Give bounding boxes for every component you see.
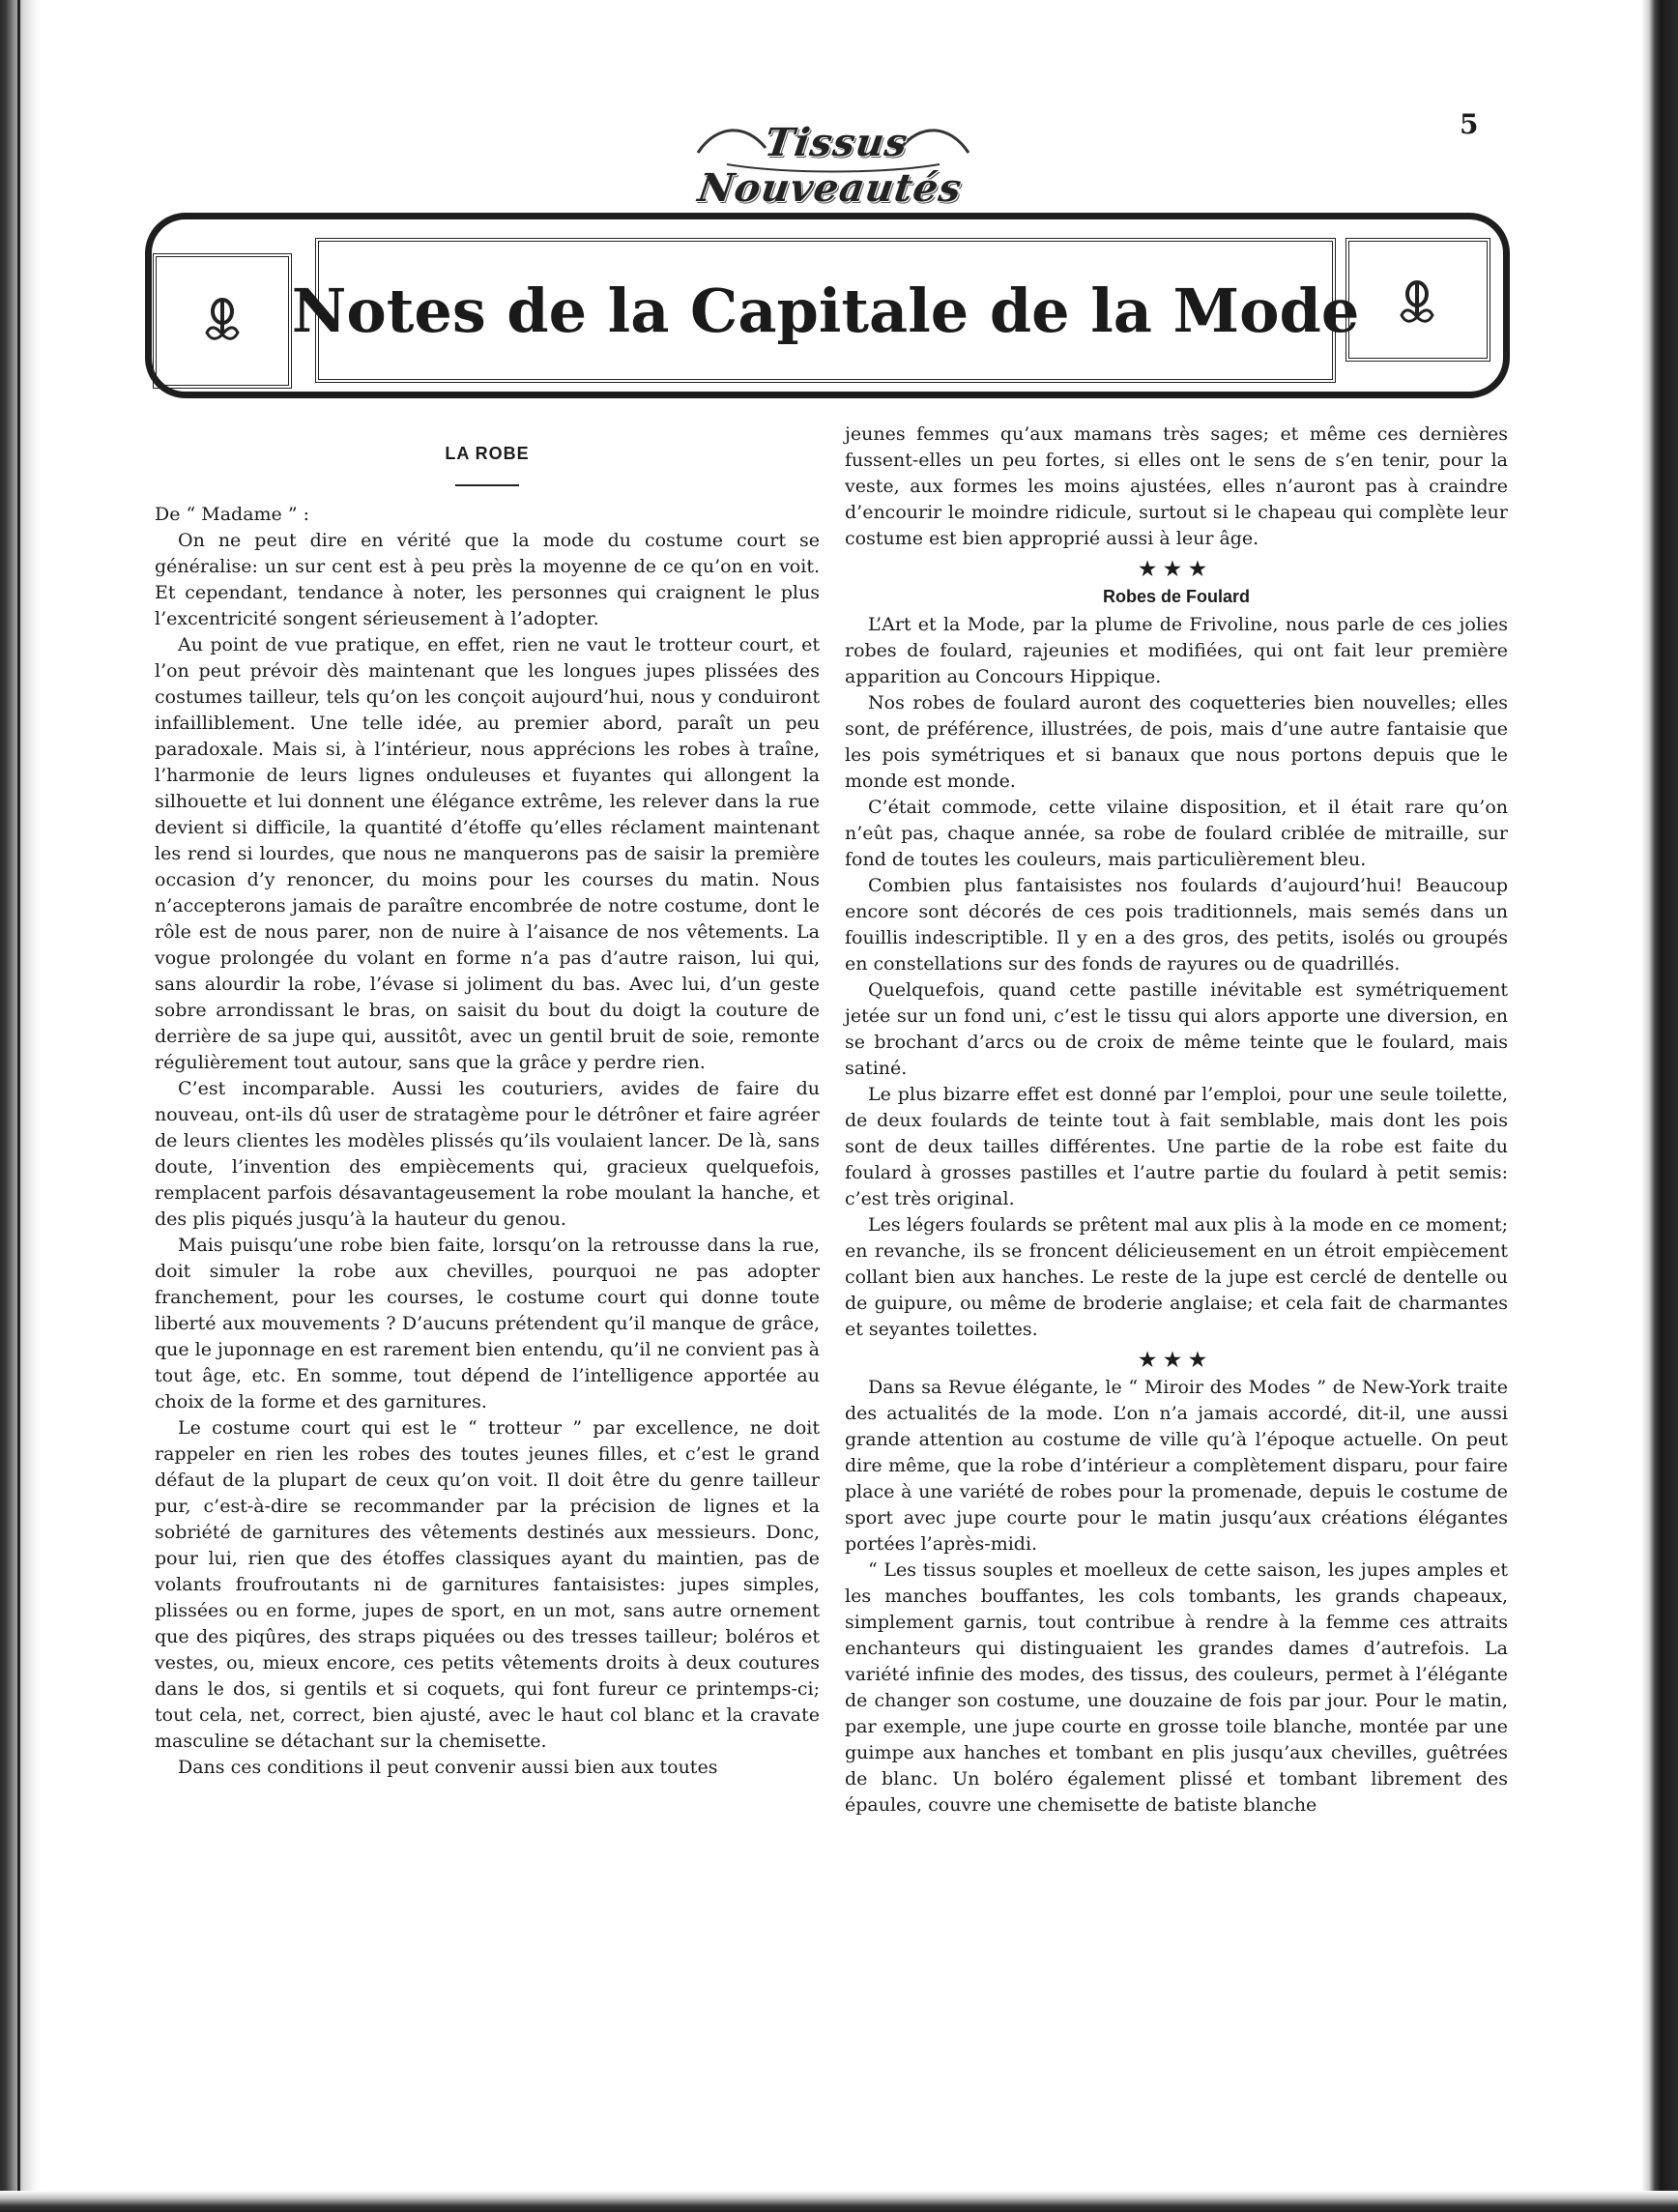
paragraph: Dans sa Revue élégante, le “ Miroir des Modes ” de New-York traite des actualités de la mode. L’on n’a jamais accordé, dit-il, une aussi grande attention au costume de ville qu’à l’époque actuelle. On peut dire même, que la robe d’intérieur a complètement disparu, pour faire place à une variété de robes pour la promenade, depuis le costume de sport avec jupe courte pour le matin jusqu’aux créations élégantes portées l’après-midi.: [845, 1377, 1508, 1555]
paragraph: C’est incomparable. Aussi les couturiers, avides de faire du nouveau, ont-ils dû user de stratagème pour le détrôner et faire agréer de leurs clientes les modèles plissés qu’ils voulaient lancer. De là, sans doute, l’invention des empiècements qui, gracieux quelquefois, remplacent parfois désavantageusement la robe moulant la hanche, et des plis piqués jusqu’à la hauteur du genou.: [155, 1078, 820, 1230]
left-column: [155, 435, 820, 1781]
source-attribution: De “ Madame ” :: [155, 504, 309, 525]
monogram-ornament-icon: [193, 290, 251, 348]
subhead-robes-de-foulard: Robes de Foulard: [1102, 587, 1250, 606]
paragraph: “ Les tissus souples et moelleux de cette saison, les jupes amples et les manches bouffantes, les cols tombants, les grands chapeaux, simplement garnis, tout contribue à rendre à la femme ces attraits enchanteurs qui distinguaient les grandes dames d’autrefois. La variété infinie des modes, des tissus, des couleurs, permet à l’élégante de changer son costume, une douzaine de fois par jour. Pour le matin, par exemple, une jupe courte en grosse toile blanche, montée par une guimpe aux hanches et tombant en plis jusqu’aux chevilles, guêtrées de blanc. Un boléro également plissé et tombant librement des épaules, couvre une chemisette de batiste blanche: [845, 1559, 1508, 1816]
monogram-ornament-icon: [1388, 273, 1446, 331]
paragraph: L’Art et la Mode, par la plume de Frivoline, nous parle de ces jolies robes de foulard, rajeunies et modifiées, qui ont fait leur première apparition au Concours Hippique.: [845, 614, 1508, 687]
section-separator-stars: ★★★: [1139, 557, 1214, 580]
paragraph: C’était commode, cette vilaine disposition, et il était rare qu’on n’eût pas, chaque année, sa robe de foulard criblée de mitraille, sur fond de toutes les couleurs, mais particulièrement bleu.: [845, 797, 1508, 870]
paragraph: Les légers foulards se prêtent mal aux plis à la mode en ce moment; en revanche, ils se froncent délicieusement en un étroit empiècement collant bien aux hanches. Le reste de la jupe est cerclé de dentelle ou de guipure, ou même de broderie anglaise; et cela fait de charmantes et seyantes toilettes.: [845, 1214, 1508, 1340]
paragraph: Nos robes de foulard auront des coquetteries bien nouvelles; elles sont, de préférence, illustrées, de pois, mais d’une autre fantaisie que les pois symétriques et si banaux que nous portons depuis que le monde est monde.: [845, 692, 1508, 792]
section-title: LA ROBE: [445, 444, 530, 463]
page-number: 5: [1460, 108, 1479, 140]
paragraph: Mais puisqu’une robe bien faite, lorsqu’on la retrousse dans la rue, doit simuler la robe aux chevilles, pourquoi ne pas adopter franchement, pour les courses, le costume court qui donne toute liberté aux mouvements ? D’aucuns prétendent qu’il manque de grâce, que le juponnage en est rarement bien entendu, qu’il ne convient pas à tout âge, etc. En somme, tout dépend de l’intelligence apportée au choix de la forme et des garnitures.: [155, 1235, 820, 1412]
paragraph: Dans ces conditions il peut convenir aussi bien aux toutes: [178, 1757, 718, 1778]
page-title: Notes de la Capitale de la Mode: [291, 275, 1360, 346]
masthead-text: Tissus Nouveautés: [695, 120, 966, 211]
section-separator-stars: ★★★: [1139, 1348, 1214, 1371]
right-column: [845, 422, 1508, 1819]
masthead-logo: [688, 104, 978, 211]
page-edge-right: [1641, 0, 1678, 2212]
section-divider: [455, 484, 519, 486]
paragraph: Combien plus fantaisistes nos foulards d’aujourd’hui! Beaucoup encore sont décorés de ces pois traditionnels, mais semés dans un fouillis indescriptible. Il y en a des gros, des petits, isolés ou groupés en constellations sur des fonds de rayures ou de quadrillés.: [845, 875, 1508, 975]
binding-edge-left: [0, 0, 41, 2212]
paragraph: Le costume court qui est le “ trotteur ” par excellence, ne doit rappeler en rien les robes des toutes jeunes filles, et c’est le grand défaut de la plupart de ceux qu’on voit. Il doit être du genre tailleur pur, c’est-à-dire se recommander par la précision de lignes et la sobriété de garnitures des vêtements destinés aux messieurs. Donc, pour lui, rien que des étoffes classiques ayant du maintien, pas de volants froufroutants ni de garnitures fantaisistes: jupes simples, plissées ou en forme, jupes de sport, en un mot, sans autre ornement que des piqûres, des straps piquées ou des tresses tailleur; boléros et vestes, ou, mieux encore, ces petits vêtements droits à deux coutures dans le dos, si gentils et si coquets, qui font fureur ce printemps-ci; tout cela, net, correct, bien ajusté, avec le haut col blanc et la cravate masculine se détachant sur la chemisette.: [155, 1417, 820, 1752]
paragraph: Le plus bizarre effet est donné par l’emploi, pour une seule toilette, de deux foulards de teinte tout à fait semblable, mais dont les pois sont de deux tailles différentes. Une partie de la robe est faite du foulard à grosses pastilles et l’autre partie du foulard à petit semis: c’est très original.: [845, 1084, 1508, 1209]
paragraph: On ne peut dire en vérité que la mode du costume court se généralise: un sur cent est à peu près la moyenne de ce qu’on en voit. Et cependant, tendance à noter, les personnes qui craignent le plus l’excentricité songent sérieusement à l’adopter.: [155, 530, 820, 629]
paragraph: Au point de vue pratique, en effet, rien ne vaut le trotteur court, et l’on peut prévoir dès maintenant que les longues jupes plissées des costumes tailleur, tels qu’on les conçoit aujourd’hui, nous y conduiront infailliblement. Une telle idée, au premier abord, paraît un peu paradoxale. Mais si, à l’intérieur, nous apprécions les robes à traîne, l’harmonie de leurs lignes onduleuses et fuyantes qui allongent la silhouette et lui donnent une élégance extrême, les relever dans la rue devient si difficile, la quantité d’étoffe qu’elles réclament maintenant les rend si lourdes, que nous ne manquerons pas de saisir la première occasion d’y renoncer, du moins pour les courses du matin. Nous n’accepterons jamais de paraître encombrée de notre costume, dont le rôle est de nous parer, non de nuire à l’aisance de nos vêtements. La vogue prolongée du volant en forme n’a pas d’autre raison, lui qui, sans alourdir la robe, l’évase si joliment du bas. Avec lui, d’un geste sobre arrondissant le bras, on saisit du bout du doigt la couture de derrière de sa jupe qui, aussitôt, avec un gentil bruit de soie, remonte régulièrement tout autour, sans que la grâce y perdre rien.: [155, 634, 820, 1073]
page-edge-bottom: [0, 2191, 1678, 2212]
paragraph-continuation: jeunes femmes qu’aux mamans très sages; et même ces dernières fussent-elles un peu fortes, si elles ont le sens de s’en tenir, pour la veste, aux formes les moins ajustées, elles n’auront pas à craindre d’encourir le moindre ridicule, surtout si le chapeau qui complète leur costume est bien approprié aussi à leur âge.: [845, 423, 1508, 549]
paragraph: Quelquefois, quand cette pastille inévitable est symétriquement jetée sur un fond uni, c’est le tissu qui alors apporte une diversion, en se brochant d’arcs ou de croix de même teinte que le foulard, mais satiné.: [845, 979, 1508, 1079]
banner-title-panel: [291, 238, 1360, 383]
